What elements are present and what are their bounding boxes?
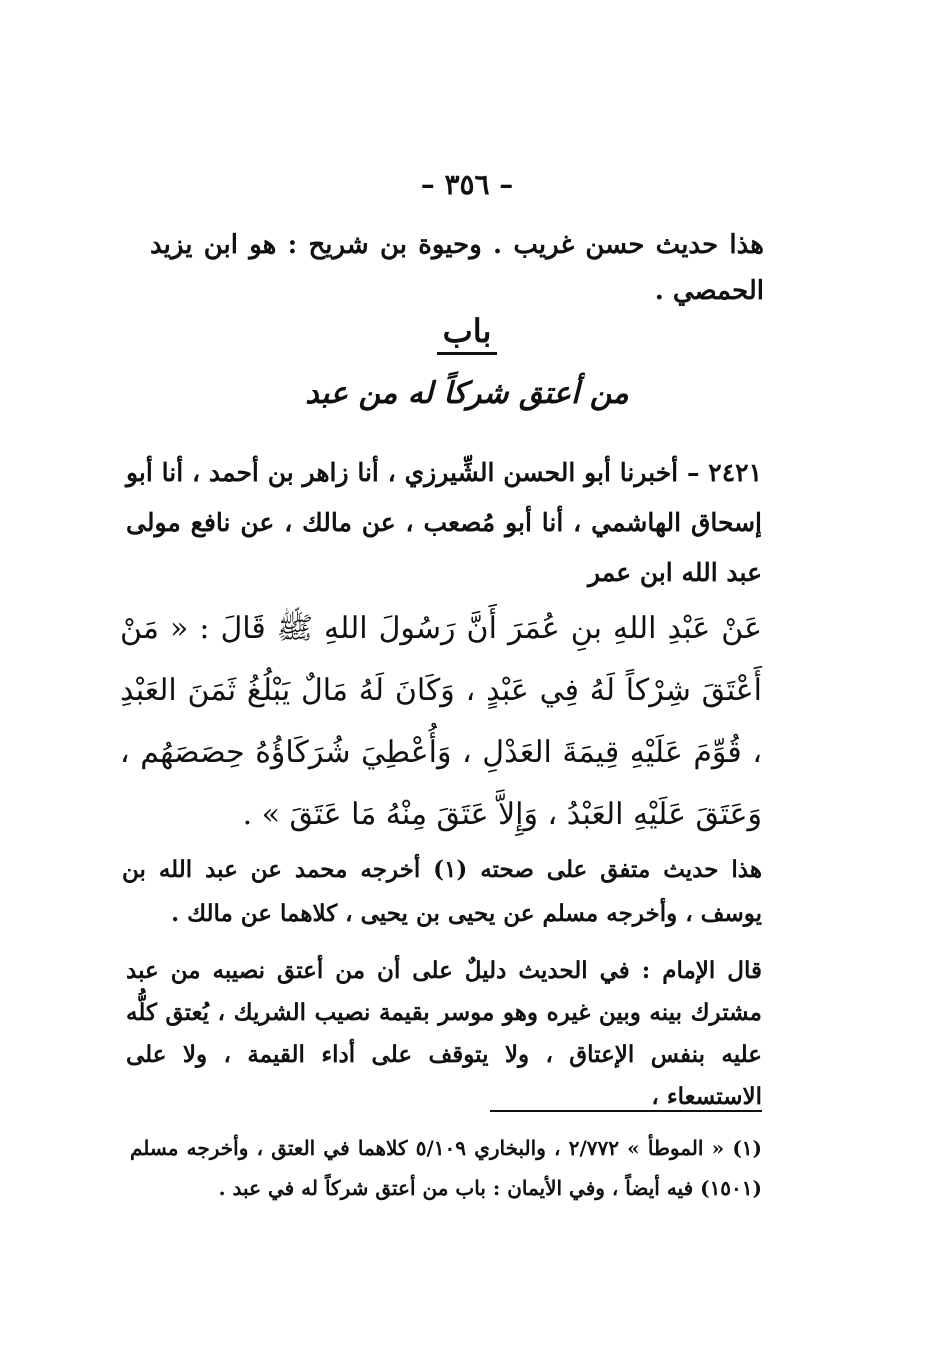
chapter-title: من أعتق شركاً له من عبد: [305, 376, 629, 411]
chapter-word: باب: [437, 312, 498, 355]
hadith-isnad: ٢٤٢١ – أخبرنا أبو الحسن الشِّيرزي ، أنا زاهر بن أحمد ، أنا أبو إسحاق الهاشمي ، أنا أبو مُصعب ، عن مالك ، عن نافع مولى عبد الله ابن عمر: [126, 458, 762, 587]
page-number: – ٣٥٦ –: [420, 168, 514, 201]
commentary-paragraph-1: هذا حديث متفق على صحته (١) أخرجه محمد عن عبد الله بن يوسف ، وأخرجه مسلم عن يحيى بن يحيى ، كلاهما عن مالك .: [122, 856, 762, 927]
footnote-divider: [490, 1110, 762, 1112]
hadith-matn: عَنْ عَبْدِ اللهِ بنِ عُمَرَ أَنَّ رَسُولَ اللهِ ﷺ قَالَ : « مَنْ أَعْتَقَ شِرْكاً لَهُ فِي عَبْدٍ ، وَكَانَ لَهُ مَالٌ يَبْلُغُ ثَمَنَ العَبْدِ ، قُوِّمَ عَلَيْهِ قِيمَةَ العَدْلِ ، وَأُعْطِيَ شُرَكَاؤُهُ حِصَصَهُم ، وَعَتَقَ عَلَيْهِ العَبْدُ ، وَإِلاَّ عَتَقَ مِنْهُ مَا عَتَقَ » .: [120, 611, 762, 832]
commentary-paragraph-2: قال الإمام : في الحديث دليلٌ على أن من أعتق نصيبه من عبد مشترك بينه وبين غيره وهو موسر بقيمة نصيب الشريك ، يُعتق كلُّه عليه بنفس الإعتاق ، ولا يتوقف على أداء القيمة ، ولا على الاستسعاء ،: [126, 957, 762, 1110]
footnote: (١) « الموطأ » ٢/٧٧٢ ، والبخاري ٥/١٠٩ كلاهما في العتق ، وأخرجه مسلم (١٥٠١) فيه أيضاً ، وفي الأيمان : باب من أعتق شركاً له في عبد .: [130, 1136, 762, 1200]
intro-paragraph: هذا حديث حسن غريب . وحيوة بن شريح : هو ابن يزيد الحمصي .: [150, 230, 764, 306]
chapter-heading: [0, 312, 934, 350]
